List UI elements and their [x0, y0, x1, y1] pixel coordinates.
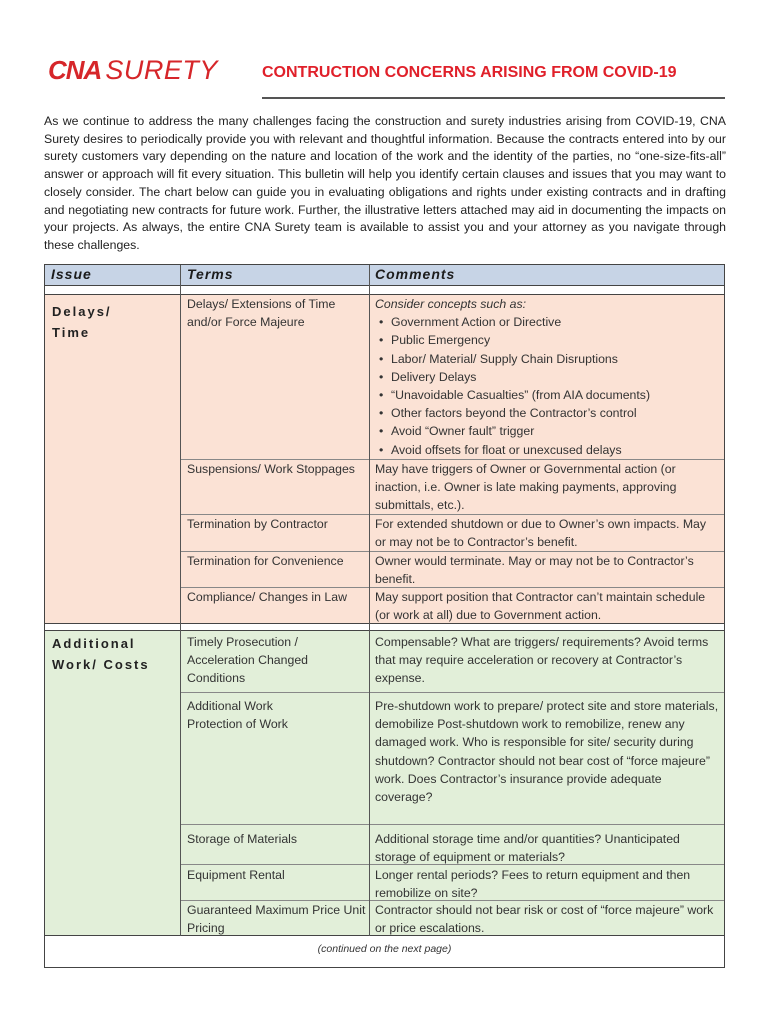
bullet-item: • Avoid offsets for float or unexcused delays — [375, 441, 719, 459]
comment-cell — [375, 295, 719, 459]
section-additional-work-costs — [45, 631, 724, 935]
issue-line: Additional — [52, 636, 136, 651]
bullet-item: • Government Action or Directive — [375, 313, 719, 331]
comment-cell: May support position that Contractor can’t maintain schedule (or work at all) due to Government action. — [375, 590, 706, 623]
bullet-item: • Avoid “Owner fault” trigger — [375, 422, 719, 440]
logo-surety-text: SURETY — [105, 55, 218, 85]
term-cell: Delays/ Extensions of Time and/or Force Majeure — [187, 297, 336, 330]
column-divider — [180, 265, 181, 936]
column-divider — [369, 265, 370, 936]
term-cell: Guaranteed Maximum Price Unit Pricing — [187, 903, 366, 936]
issue-line: Delays/ — [52, 304, 112, 319]
term-cell: Timely Prosecution / Acceleration Changed Conditions — [187, 635, 308, 686]
row-divider — [181, 864, 724, 865]
term-cell: Termination by Contractor — [187, 517, 328, 531]
issue-label — [52, 301, 112, 343]
table-header-row — [45, 265, 724, 286]
intro-text: As we continue to address the many challenges facing the construction and surety industries arising from COVID-19, CNA Surety desires to periodically provide you with relevant and thoughtful information. Because the contracts entered into by our surety customers vary depending on the nature and location of the work and the identity of the parties, no “one-size-fits-all” answer or approach will fit every situation. This bulletin will help you identify certain clauses and issues that you may want to closely consider. The chart below can guide you in evaluating obligations and rights under existing contracts and in drafting and negotiating new contracts for future work. Further, the illustrative letters attached may aid in documenting the impacts on your projects. As always, the entire CNA Surety team is available to assist you and your attorney as you navigate through these challenges. — [44, 114, 726, 252]
term-cell: Compliance/ Changes in Law — [187, 590, 347, 604]
continued-note: (continued on the next page) — [317, 943, 452, 955]
term-cell: Storage of Materials — [187, 832, 298, 846]
issue-label — [52, 633, 150, 675]
section-border — [45, 623, 724, 624]
intro-paragraph — [44, 113, 726, 255]
section-border — [45, 935, 724, 936]
issue-line: Work/ Costs — [52, 657, 150, 672]
section-border — [45, 630, 724, 631]
bullet-item: • Public Emergency — [375, 331, 719, 349]
page-title: CONTRUCTION CONCERNS ARISING FROM COVID-19 — [262, 64, 677, 81]
header-terms: Terms — [187, 266, 234, 282]
logo-cna-text: CNA — [48, 55, 102, 85]
comment-cell: Compensable? What are triggers/ requirements? Avoid terms that may require acceleration or recovery at Contractor’s expense. — [375, 635, 709, 686]
concerns-table — [44, 264, 725, 968]
comment-cell: Pre-shutdown work to prepare/ protect site and store materials, demobilize Post-shutdown work to remobilize, renew any damaged work. Who is responsible for site/ security during shutdown? Contractor should not bear cost of “force majeure” work. Does Contractor’s insurance provide adequate coverage? — [375, 699, 719, 805]
cna-surety-logo — [48, 55, 218, 85]
term-cell: Suspensions/ Work Stoppages — [187, 462, 355, 476]
comment-cell: Additional storage time and/or quantities? Unanticipated storage of equipment or materials? — [375, 832, 680, 865]
comment-cell: May have triggers of Owner or Governmental action (or inaction, i.e. Owner is late making payments, approving submittals, etc.). — [375, 462, 677, 513]
row-divider — [181, 692, 724, 693]
header-issue: Issue — [51, 266, 92, 282]
comment-cell: Owner would terminate. May or may not be to Contractor’s benefit. — [375, 554, 694, 587]
issue-line: Time — [52, 325, 91, 340]
comment-cell: For extended shutdown or due to Owner’s own impacts. May or may not be to Contractor’s benefit. — [375, 517, 707, 550]
bullet-item: • Other factors beyond the Contractor’s control — [375, 404, 719, 422]
bullet-item: • “Unavoidable Casualties” (from AIA documents) — [375, 386, 719, 404]
comment-cell: Contractor should not bear risk or cost of “force majeure” work or price escalations. — [375, 903, 714, 936]
bullet-item: • Labor/ Material/ Supply Chain Disruptions — [375, 350, 719, 368]
term-cell: Termination for Convenience — [187, 554, 344, 568]
bullet-item: • Delivery Delays — [375, 368, 719, 386]
comment-cell: Longer rental periods? Fees to return equipment and then remobilize on site? — [375, 868, 691, 901]
term-cell: Additional Work Protection of Work — [187, 699, 288, 732]
title-underline — [262, 97, 725, 99]
term-cell: Equipment Rental — [187, 868, 285, 882]
comment-intro: Consider concepts such as: — [375, 297, 527, 311]
section-border — [45, 294, 724, 295]
header-comments: Comments — [375, 266, 456, 282]
row-divider — [181, 824, 724, 825]
section-delays-time — [45, 295, 724, 623]
